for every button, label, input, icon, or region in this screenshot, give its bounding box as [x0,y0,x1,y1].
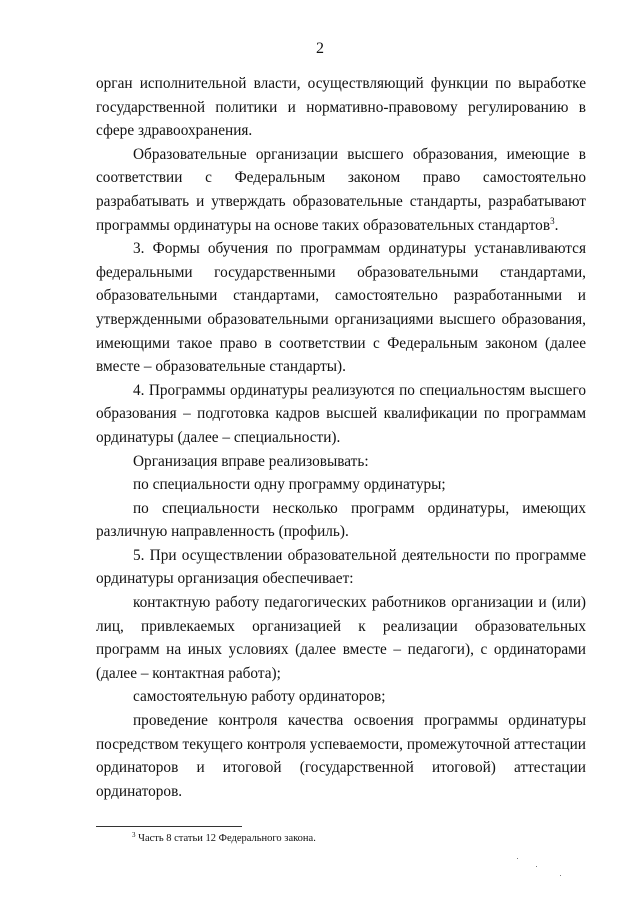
paragraph-item-3: 3. Формы обучения по программам ординатуры устанавливаются федеральными государственными образовательными стандартами, образовательными стандартами, самостоятельно разработанными и утвержденными образовательными организациями высшего образования, имеющими такое право в соответствии с Федеральным законом (далее вместе – образовательные стандарты). [96,240,586,376]
paragraph-standards-end: . [554,216,559,234]
paragraph-continuation: орган исполнительной власти, осуществляющий функции по выработке государственной политики и нормативно-правовому регулированию в сфере здравоохранения. [96,75,586,140]
footnote-reference: 3 [550,215,555,226]
scan-speck [517,858,518,859]
paragraph-standards-text: Образовательные организации высшего образования, имеющие в соответствии с Федеральным законом право самостоятельно разрабатывать и утверждать образовательные стандарты, разрабатывают программы ординатуры на основе таких образовательных стандартов [96,145,586,234]
scan-speck [560,875,561,876]
footnote-text: Часть 8 статьи 12 Федерального закона. [135,833,316,844]
footnote [132,832,316,846]
footnote-marker: 3 [132,831,136,839]
paragraph-one-program: по специальности одну программу ординатуры; [133,476,446,494]
paragraph-contact-work: контактную работу педагогических работников организации и (или) лиц, привлекаемых организацией к реализации образовательных программ на иных условиях (далее вместе – педагоги), с ординаторами (далее – контактная работа); [96,594,586,682]
scan-speck [536,866,537,867]
paragraph-quality-control: проведение контроля качества освоения программы ординатуры посредством текущего контроля успеваемости, промежуточной аттестации ординаторов и итоговой (государственной итоговой) аттестации ординаторов. [96,712,586,800]
paragraph-several-programs: по специальности несколько программ ординатуры, имеющих различную направленность (профиль). [96,499,586,541]
paragraph-item-4: 4. Программы ординатуры реализуются по специальностям высшего образования – подготовка кадров высшей квалификации по программам ординатуры (далее – специальности). [96,381,586,446]
paragraph-standards [96,143,586,237]
paragraph-organization-may: Организация вправе реализовывать: [133,452,369,470]
document-body [96,72,586,803]
page-number: 2 [316,40,324,57]
footnote-divider [96,826,242,827]
paragraph-item-5: 5. При осуществлении образовательной деятельности по программе ординатуры организация обеспечивает: [96,546,586,588]
paragraph-independent-work: самостоятельную работу ординаторов; [133,688,386,706]
